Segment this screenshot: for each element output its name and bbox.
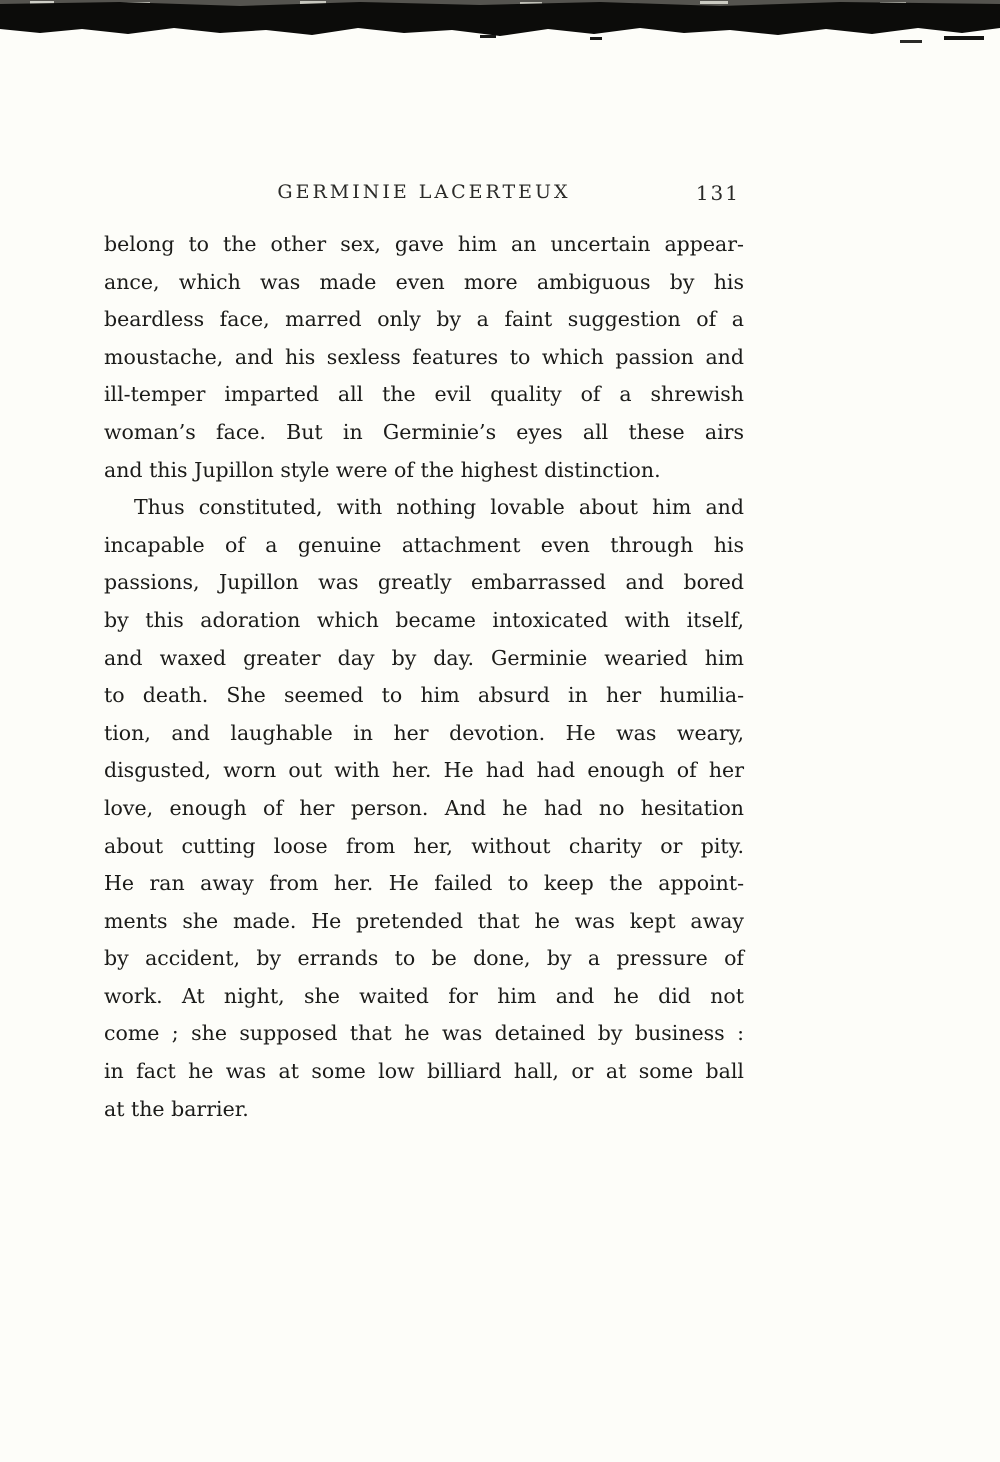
text-line: in fact he was at some low billiard hall, or at some ball <box>104 1059 744 1084</box>
text-line: and this Jupillon style were of the highest distinction. <box>104 457 661 482</box>
text-line: beardless face, marred only by a faint suggestion of a <box>104 307 744 332</box>
page-number: 131 <box>695 181 740 205</box>
text-line: by accident, by errands to be done, by a pressure of <box>104 946 744 971</box>
text-line: come ; she supposed that he was detained by business : <box>104 1021 744 1046</box>
text-line: at the barrier. <box>104 1096 249 1121</box>
text-line: disgusted, worn out with her. He had had enough of her <box>104 758 744 783</box>
text-line: about cutting loose from her, without charity or pity. <box>104 833 744 858</box>
paragraph <box>104 226 744 489</box>
text-block <box>104 226 744 1128</box>
text-line: to death. She seemed to him absurd in her humilia- <box>104 683 744 708</box>
text-line: incapable of a genuine attachment even through his <box>104 532 744 557</box>
text-line: Thus constituted, with nothing lovable about him and <box>134 495 744 520</box>
text-line: belong to the other sex, gave him an uncertain appear- <box>104 232 744 256</box>
text-line: ance, which was made even more ambiguous by his <box>104 269 744 294</box>
text-line: love, enough of her person. And he had no hesitation <box>104 795 744 820</box>
text-line: and waxed greater day by day. Germinie wearied him <box>104 645 744 670</box>
text-line: by this adoration which became intoxicated with itself, <box>104 607 744 632</box>
running-title: GERMINIE LACERTEUX <box>277 181 571 203</box>
text-line: passions, Jupillon was greatly embarrassed and bored <box>104 570 744 595</box>
text-line: woman’s face. But in Germinie’s eyes all these airs <box>104 419 744 444</box>
text-line: work. At night, she waited for him and he did not <box>104 983 744 1008</box>
text-line: ill-temper imparted all the evil quality of a shrewish <box>104 382 744 407</box>
text-line: tion, and laughable in her devotion. He was weary, <box>104 720 744 745</box>
scan-edge-artifact <box>0 0 1000 50</box>
paragraph <box>104 489 744 1128</box>
text-line: ments she made. He pretended that he was kept away <box>104 908 744 933</box>
text-line: moustache, and his sexless features to which passion and <box>104 344 744 369</box>
page-header <box>104 181 744 213</box>
text-line: He ran away from her. He failed to keep the appoint- <box>104 871 744 896</box>
